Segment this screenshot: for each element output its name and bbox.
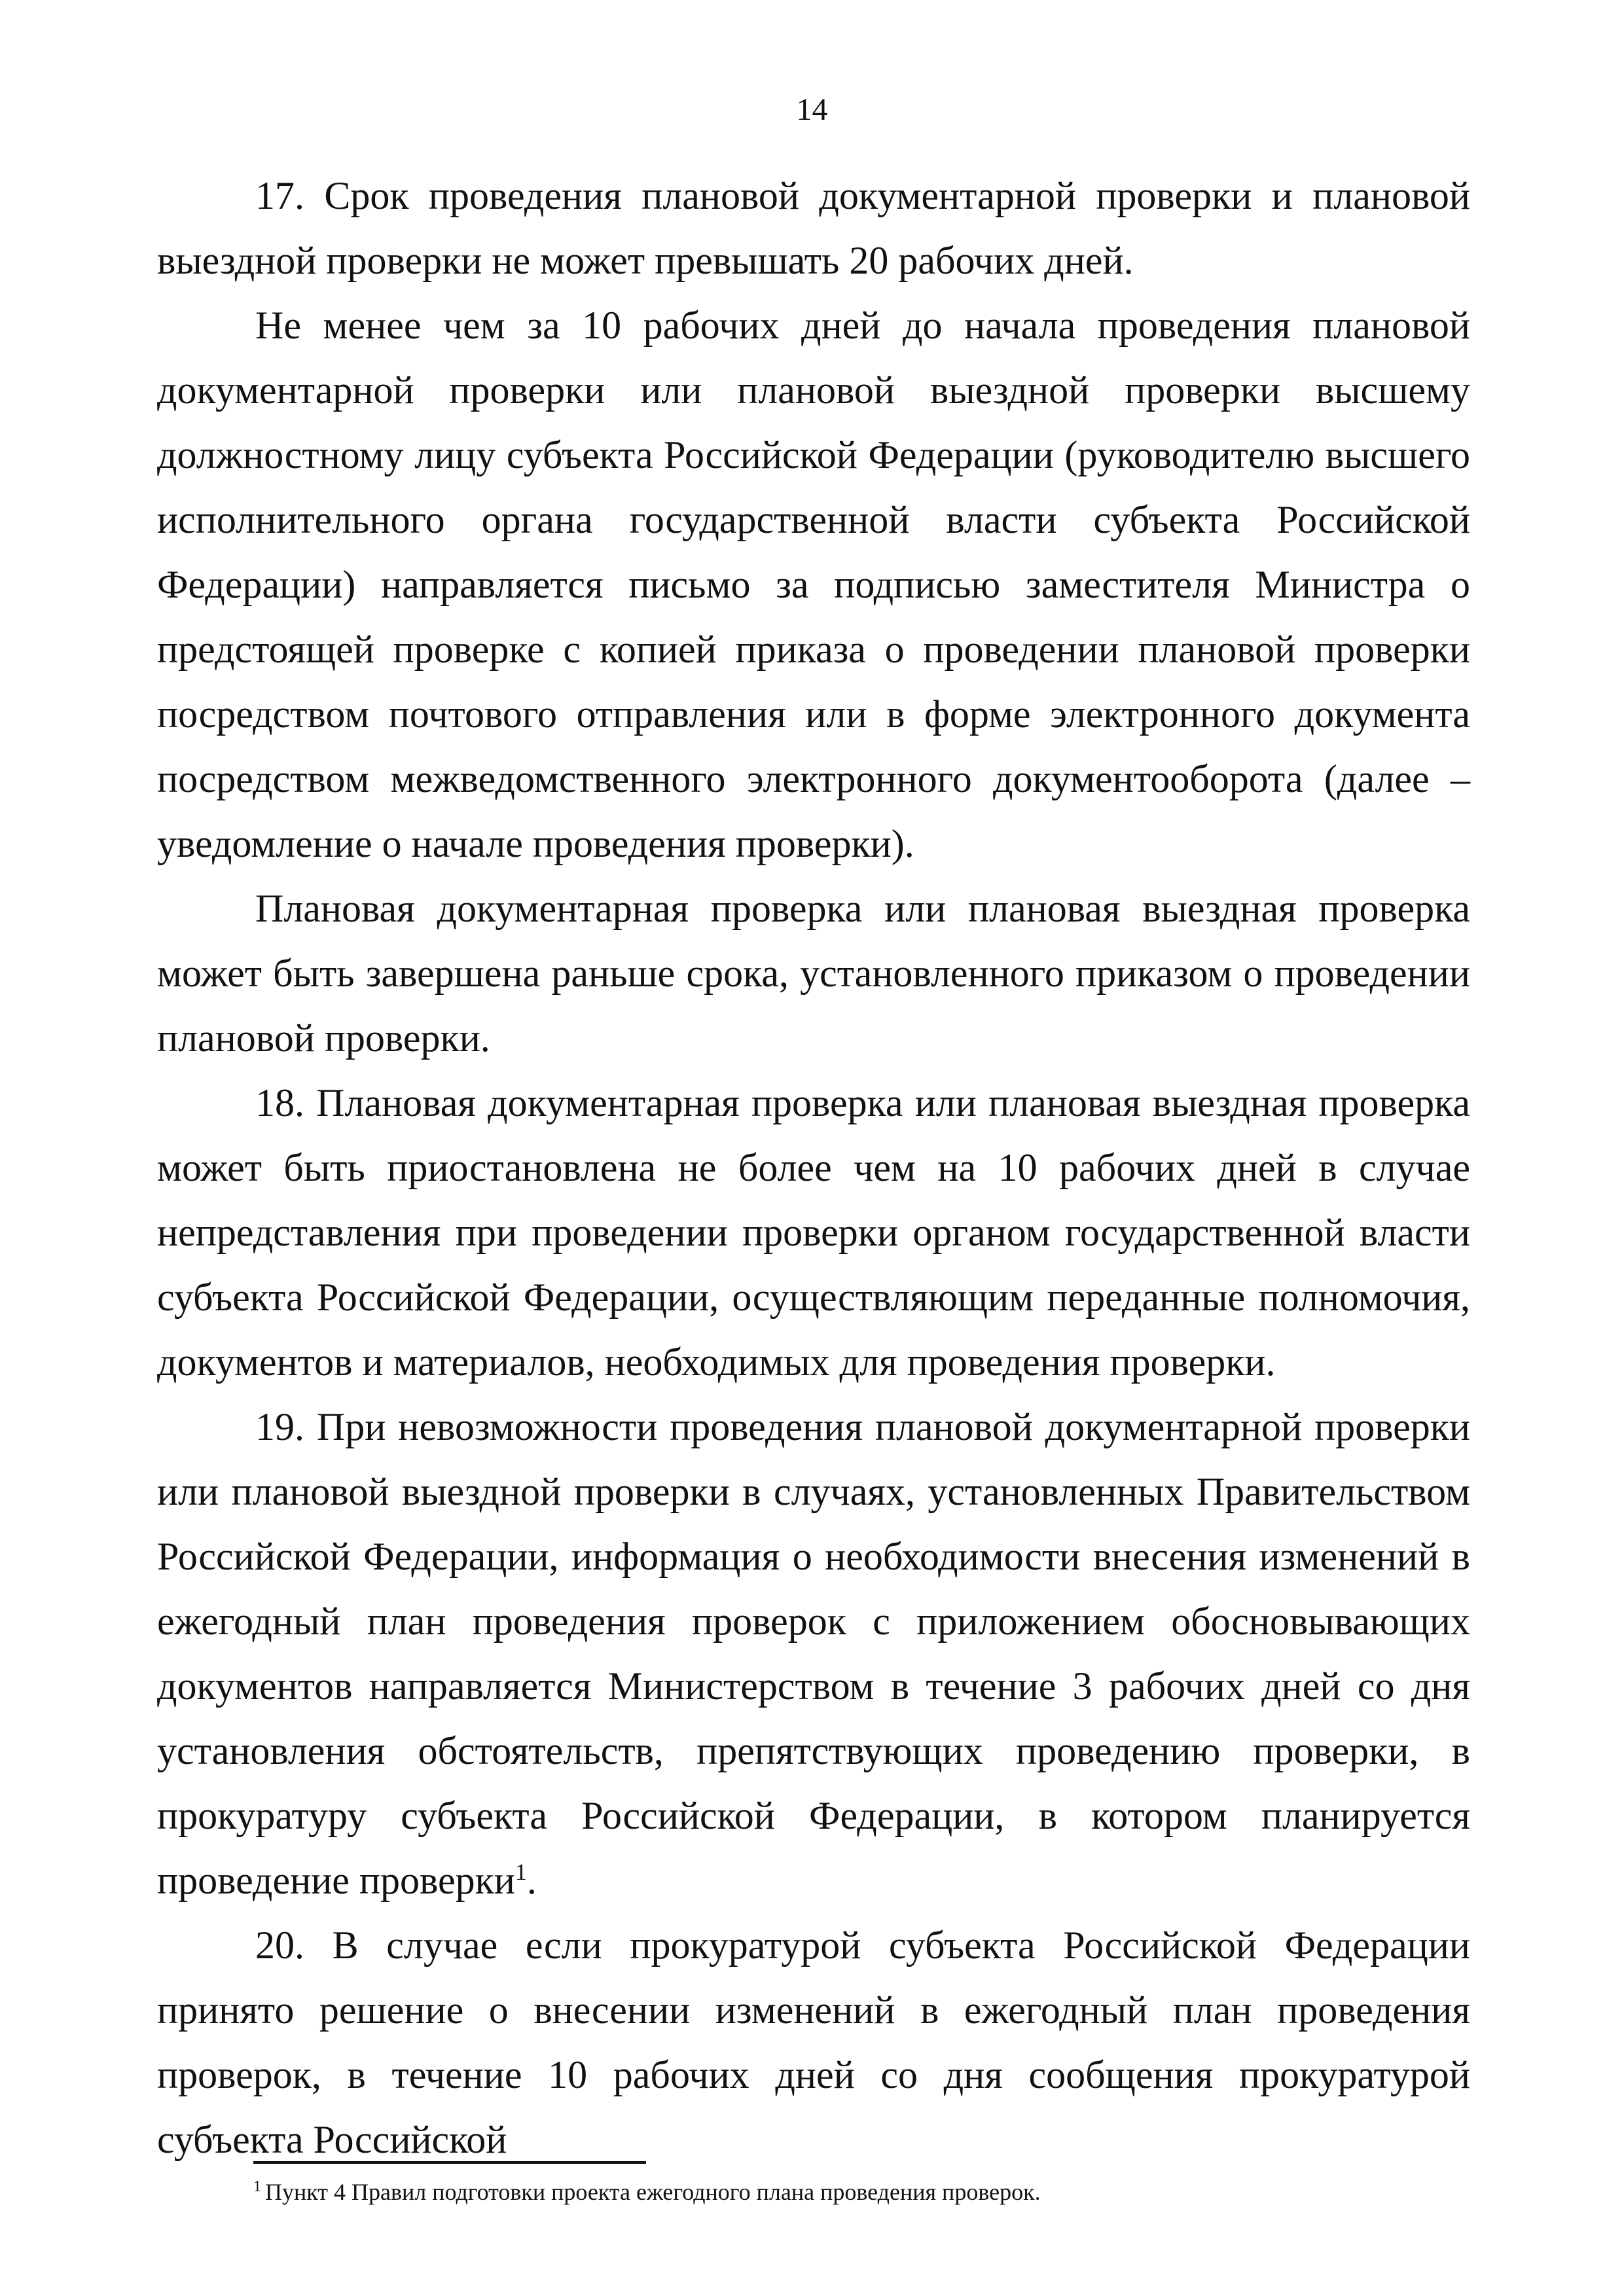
footnote xyxy=(253,2176,1471,2208)
paragraph-18: 18. Плановая документарная проверка или плановая выездная проверка может быть приостановлена не более чем на 10 рабочих дней в случае непредставления при проведении проверки органом государственной власти субъекта Российской Федерации, осуществляющим переданные полномочия, документов и материалов, необходимых для проведения проверки. xyxy=(157,1081,1470,1384)
footnote-marker: 1 xyxy=(253,2178,261,2195)
paragraph-early-completion: Плановая документарная проверка или плановая выездная проверка может быть завершена раньше срока, установленного приказом о проведении плановой проверки. xyxy=(157,887,1470,1060)
paragraph-19-text: 19. При невозможности проведения плановой документарной проверки или плановой выездной проверки в случаях, установленных Правительством Российской Федерации, информация о необходимости внесения изменений в ежегодный план проведения проверок с приложением обосновывающих документов направляется Министерством в течение 3 рабочих дней со дня установления обстоятельств, препятствующих проведению проверки, в прокуратуру субъекта Российской Федерации, в котором планируется проведение проверки xyxy=(157,1405,1470,1902)
footnote-separator xyxy=(253,2161,646,2164)
paragraph-20: 20. В случае если прокуратурой субъекта Российской Федерации принято решение о внесении изменений в ежегодный план проведения проверок, в течение 10 рабочих дней со дня сообщения прокуратурой субъекта Российской xyxy=(157,1924,1470,2161)
document-body xyxy=(157,164,1470,2172)
paragraph-19-end: . xyxy=(526,1859,537,1902)
page-number: 14 xyxy=(796,92,828,127)
footnote-reference: 1 xyxy=(514,1859,527,1885)
paragraph-notification: Не менее чем за 10 рабочих дней до начала проведения плановой документарной проверки или плановой выездной проверки высшему должностному лицу субъекта Российской Федерации (руководителю высшего исполнительного органа государственной власти субъекта Российской Федерации) направляется письмо за подписью заместителя Министра о предстоящей проверке с копией приказа о проведении плановой проверки посредством почтового отправления или в форме электронного документа посредством межведомственного электронного документооборота (далее – уведомление о начале проведения проверки). xyxy=(157,304,1470,865)
paragraph-17: 17. Срок проведения плановой документарной проверки и плановой выездной проверки не может превышать 20 рабочих дней. xyxy=(157,174,1470,282)
paragraph-19 xyxy=(157,1395,1470,1913)
footnote-text: Пункт 4 Правил подготовки проекта ежегодного плана проведения проверок. xyxy=(265,2179,1041,2205)
